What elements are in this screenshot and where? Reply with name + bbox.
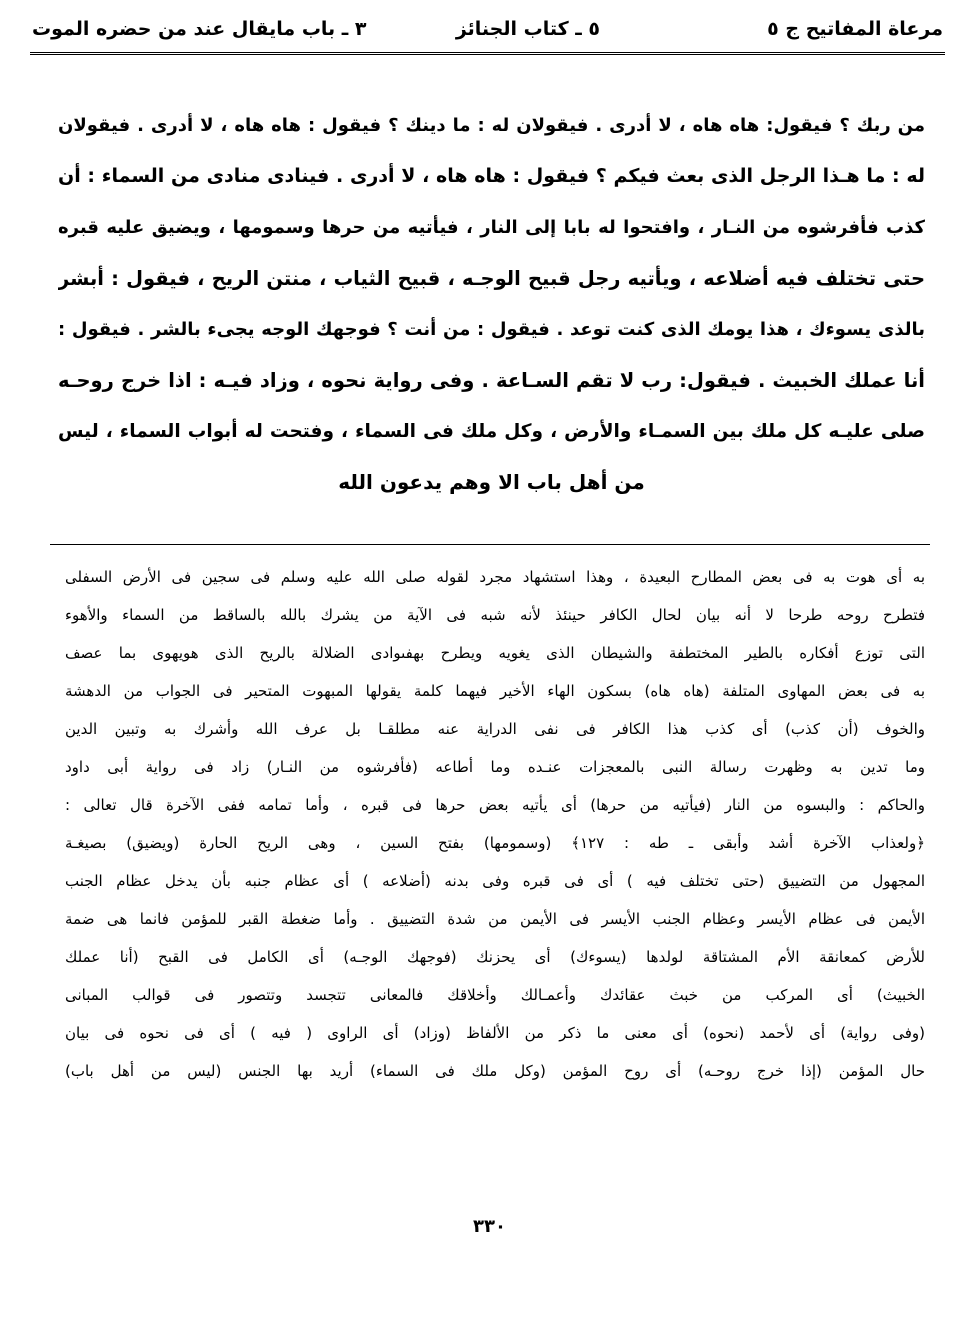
note-line: وما تدين به وظهرت رسالة النبى بالمعجزات عنـده وما أطاعه (فأفرشوه من النـار) زاد فى رواية أبى داود [65, 758, 925, 776]
hadith-line: حتى تختلف فيه أضلاعه ، ويأتيه رجل قبيح الوجـه ، قبيح الثياب ، منتن الريح ، فيقول : أبشر [58, 267, 925, 290]
hadith-line: من ربك ؟ فيقول: هاه هاه ، لا أدرى . فيقولان له : ما دينك ؟ فيقول : هاه هاه ، لا أدرى . فيقولان [58, 115, 925, 136]
note-line: للأرض كمعانقة الأم المشتاقة لولدها (يسوءك) أى يحزنك (فوجهك الوجـه) أى الكامل فى القبح (أنا عملك [65, 948, 925, 966]
running-header [30, 12, 945, 55]
hadith-text [58, 100, 925, 508]
hadith-line: له : ما هـذا الرجل الذى بعث فيكم ؟ فيقول : هاه هاه ، لا أدرى . فينادى منادى من السماء : أن [58, 165, 925, 187]
hadith-line: أنا عملك الخبيث . فيقول: رب لا تقم السـاعة . وفى رواية نحوه ، وزاد فيـه : اذا خرج روحـه [58, 369, 925, 392]
note-line: ﴿ولعذاب الآخرة أشد وأبقى ـ طه : ١٢٧﴾ (وسمومها) بفتح السين ، وهى الريح الحارة (ويضيق) بصيغـة [65, 834, 925, 852]
note-line: والخوف (أن كذب) أى كذب هذا الكافر فى نفى الدراية عنه مطلقـا بل عرف الله وأشرك به وتبين الدين [65, 720, 925, 738]
note-line: حال المؤمن (إذا خرج روحـه) أى روح المؤمن (وكل ملك فى السماء) أريد بها الجنس (ليس من أهل باب) [65, 1062, 925, 1080]
commentary-notes [65, 558, 925, 1090]
header-book-title: مرعاة المفاتيح ج ٥ [767, 18, 943, 40]
note-line: المجهول من التضييق (حتى تختلف فيه ) أى فى قبره وفى بدنه (أضلاعه ) أى عظام جنبه بأن يدخل عظام الجنب [65, 872, 925, 890]
note-line: الخبيث) أى المركب من خبث عقائدك وأعمـالك وأخلاقك فالمعانى تتجسد وتتصور فى قوالب المبانى [65, 986, 925, 1004]
note-line: به أى هوت به فى بعض المطارح البعيدة ، وهذا استشهاد مجرد لقوله صلى الله عليه وسلم فى سجين فى الأرض السفلى [65, 568, 925, 586]
page-number: ٣٣٠ [473, 1216, 506, 1237]
hadith-line: صلى عليـه كل ملك بين السمـاء والأرض ، وكل ملك فى السماء ، وفتحت له أبواب السماء ، ليس [58, 421, 925, 442]
note-line: والحاكم : والبسوه من النار (فيأتيه من حرها) أى يأتيه بعض حرها فى قبره ، وأما تمامه ففى الآخرة قال تعالى : [65, 796, 925, 814]
note-line: (وفى رواية) أى لأحمد (نحوه) أى معنى ما ذكر من الألفاظ (وزاد) أى الراوى ( فيه ) أى فى نحوه فى بيان [65, 1024, 925, 1042]
hadith-line: بالذى يسوءك ، هذا يومك الذى كنت توعد . فيقول : من أنت ؟ فوجهك الوجه يجىء بالشر . فيقول : [58, 319, 925, 340]
note-line: به فى بعض المهاوى المتلفة (هاه هاه) بسكون الهاء الأخير فيهما كلمة يقولها المبهوت المتحير فى الجواب من الدهشة [65, 682, 925, 700]
note-line: الأيمن فى عظام الأيسر وعظام الجنب الأيسر فى الأيمن من شدة التضييق . وأما ضغطة القبر للمؤمن فانما هى ضمة [65, 910, 925, 928]
hadith-line: من أهل باب الا وهم يدعون الله [338, 470, 645, 494]
header-kitab-title: ٥ ـ كتاب الجنائز [455, 18, 600, 40]
note-line: التى توزع أفكاره بالطير المختطفة والشيطان الذى يغويه ويطرح بهفىوادى الضلالة بالريح الذى هويهوى بما عصف [65, 644, 925, 662]
header-bab-title: ٣ ـ باب مايقال عند من حضره الموت [32, 18, 367, 40]
note-line: فتطرح روحه طرحا لا أنه بيان لحال الكافر حينئذ لأنه شبه فى الآية من يشرك بالله بالساقط من السماء والأهوء [65, 606, 925, 624]
hadith-line: كذب فأفرشوه من النـار ، وافتحوا له بابا إلى النار ، فيأتيه من حرها وسمومها ، ويضيق عليه قبره [58, 217, 925, 238]
footnote-separator [50, 544, 930, 545]
